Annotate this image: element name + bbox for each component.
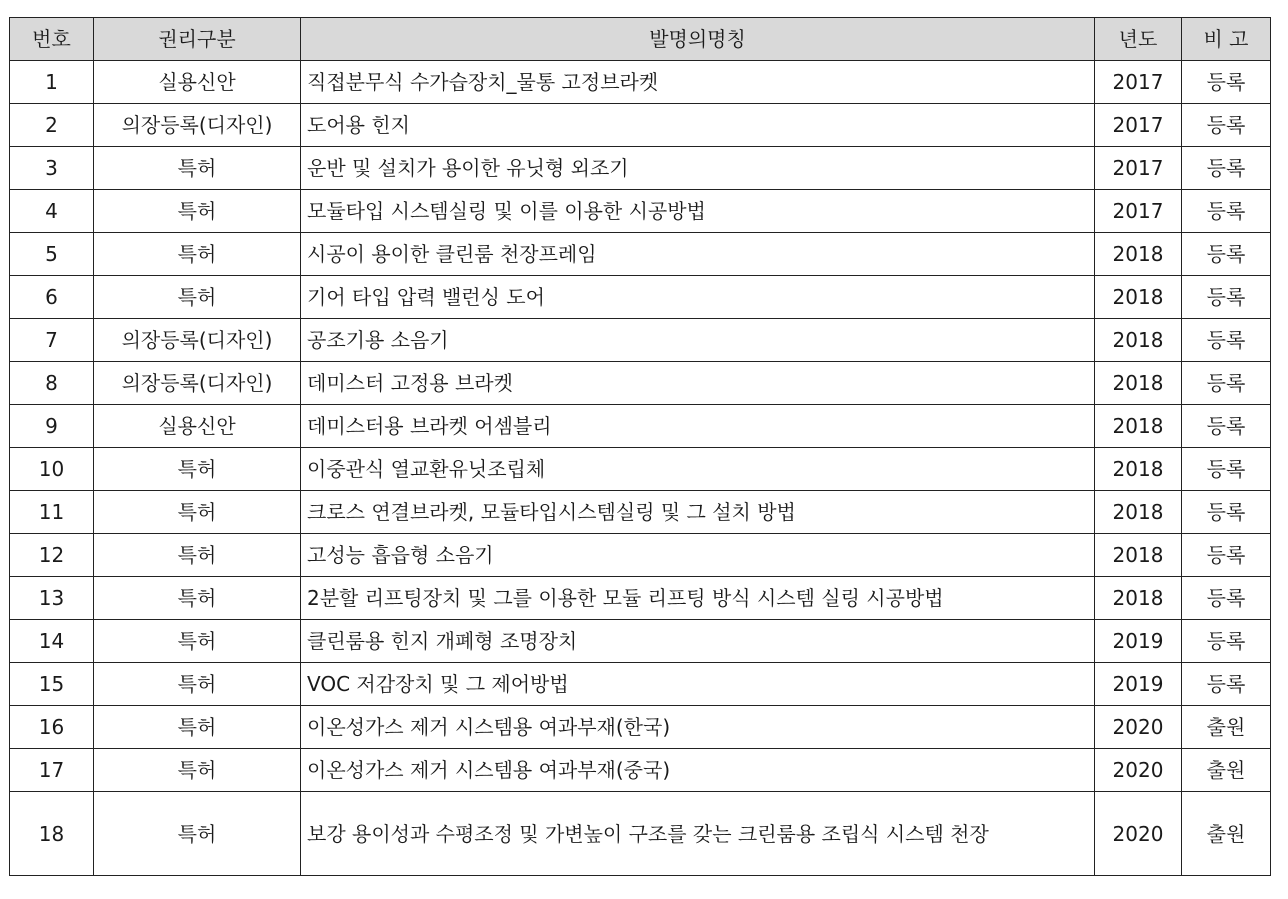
cell-year: 2018 xyxy=(1095,276,1182,319)
table-row xyxy=(10,577,1271,620)
cell-right-type: 의장등록(디자인) xyxy=(94,362,301,405)
cell-right-type: 특허 xyxy=(94,534,301,577)
cell-right-type: 의장등록(디자인) xyxy=(94,104,301,147)
table-row xyxy=(10,319,1271,362)
table-row xyxy=(10,491,1271,534)
cell-invention-name: VOC 저감장치 및 그 제어방법 xyxy=(301,663,1095,706)
table-body xyxy=(10,61,1271,876)
cell-note: 출원 xyxy=(1182,792,1271,876)
cell-year: 2018 xyxy=(1095,491,1182,534)
cell-note: 등록 xyxy=(1182,190,1271,233)
cell-note: 등록 xyxy=(1182,491,1271,534)
table-row xyxy=(10,749,1271,792)
cell-number: 18 xyxy=(10,792,94,876)
header-note: 비 고 xyxy=(1182,18,1271,61)
cell-number: 4 xyxy=(10,190,94,233)
cell-year: 2018 xyxy=(1095,577,1182,620)
table-header xyxy=(10,18,1271,61)
cell-invention-name: 모듈타입 시스템실링 및 이를 이용한 시공방법 xyxy=(301,190,1095,233)
cell-right-type: 의장등록(디자인) xyxy=(94,319,301,362)
cell-number: 9 xyxy=(10,405,94,448)
cell-year: 2017 xyxy=(1095,61,1182,104)
cell-note: 등록 xyxy=(1182,147,1271,190)
cell-year: 2018 xyxy=(1095,319,1182,362)
cell-right-type: 특허 xyxy=(94,749,301,792)
table-row xyxy=(10,233,1271,276)
header-number: 번호 xyxy=(10,18,94,61)
cell-year: 2020 xyxy=(1095,792,1182,876)
table-row xyxy=(10,663,1271,706)
cell-number: 13 xyxy=(10,577,94,620)
cell-number: 11 xyxy=(10,491,94,534)
cell-number: 17 xyxy=(10,749,94,792)
table-row xyxy=(10,405,1271,448)
cell-note: 등록 xyxy=(1182,577,1271,620)
table-row xyxy=(10,706,1271,749)
cell-note: 출원 xyxy=(1182,749,1271,792)
cell-number: 10 xyxy=(10,448,94,491)
cell-note: 등록 xyxy=(1182,319,1271,362)
cell-invention-name: 공조기용 소음기 xyxy=(301,319,1095,362)
header-invention-name: 발명의명칭 xyxy=(301,18,1095,61)
table-row xyxy=(10,61,1271,104)
header-row xyxy=(10,18,1271,61)
cell-number: 3 xyxy=(10,147,94,190)
cell-number: 16 xyxy=(10,706,94,749)
cell-number: 6 xyxy=(10,276,94,319)
header-right-type: 권리구분 xyxy=(94,18,301,61)
cell-note: 등록 xyxy=(1182,448,1271,491)
cell-year: 2020 xyxy=(1095,706,1182,749)
cell-year: 2018 xyxy=(1095,405,1182,448)
cell-note: 출원 xyxy=(1182,706,1271,749)
cell-number: 5 xyxy=(10,233,94,276)
cell-year: 2018 xyxy=(1095,448,1182,491)
cell-invention-name: 도어용 힌지 xyxy=(301,104,1095,147)
cell-invention-name: 운반 및 설치가 용이한 유닛형 외조기 xyxy=(301,147,1095,190)
cell-invention-name: 이중관식 열교환유닛조립체 xyxy=(301,448,1095,491)
table-row xyxy=(10,448,1271,491)
cell-year: 2017 xyxy=(1095,104,1182,147)
cell-right-type: 특허 xyxy=(94,190,301,233)
cell-number: 15 xyxy=(10,663,94,706)
cell-invention-name: 직접분무식 수가습장치_물통 고정브라켓 xyxy=(301,61,1095,104)
cell-year: 2017 xyxy=(1095,190,1182,233)
cell-note: 등록 xyxy=(1182,104,1271,147)
cell-right-type: 특허 xyxy=(94,663,301,706)
cell-year: 2018 xyxy=(1095,233,1182,276)
cell-right-type: 특허 xyxy=(94,276,301,319)
cell-note: 등록 xyxy=(1182,405,1271,448)
cell-invention-name: 고성능 흡읍형 소음기 xyxy=(301,534,1095,577)
cell-number: 12 xyxy=(10,534,94,577)
cell-right-type: 실용신안 xyxy=(94,405,301,448)
cell-invention-name: 기어 타입 압력 밸런싱 도어 xyxy=(301,276,1095,319)
cell-note: 등록 xyxy=(1182,276,1271,319)
cell-note: 등록 xyxy=(1182,61,1271,104)
table-row xyxy=(10,362,1271,405)
cell-invention-name: 이온성가스 제거 시스템용 여과부재(중국) xyxy=(301,749,1095,792)
cell-note: 등록 xyxy=(1182,362,1271,405)
cell-note: 등록 xyxy=(1182,233,1271,276)
cell-invention-name: 시공이 용이한 클린룸 천장프레임 xyxy=(301,233,1095,276)
cell-year: 2019 xyxy=(1095,663,1182,706)
cell-invention-name: 이온성가스 제거 시스템용 여과부재(한국) xyxy=(301,706,1095,749)
cell-year: 2020 xyxy=(1095,749,1182,792)
table-row xyxy=(10,276,1271,319)
cell-right-type: 특허 xyxy=(94,792,301,876)
cell-invention-name: 2분할 리프팅장치 및 그를 이용한 모듈 리프팅 방식 시스템 실링 시공방법 xyxy=(301,577,1095,620)
cell-invention-name: 데미스터 고정용 브라켓 xyxy=(301,362,1095,405)
cell-year: 2018 xyxy=(1095,362,1182,405)
cell-number: 2 xyxy=(10,104,94,147)
cell-invention-name: 클린룸용 힌지 개폐형 조명장치 xyxy=(301,620,1095,663)
cell-invention-name: 데미스터용 브라켓 어셈블리 xyxy=(301,405,1095,448)
cell-year: 2019 xyxy=(1095,620,1182,663)
cell-right-type: 특허 xyxy=(94,577,301,620)
cell-right-type: 특허 xyxy=(94,233,301,276)
patent-table xyxy=(9,17,1271,876)
table-row xyxy=(10,534,1271,577)
cell-right-type: 특허 xyxy=(94,706,301,749)
cell-right-type: 특허 xyxy=(94,620,301,663)
cell-invention-name: 크로스 연결브라켓, 모듈타입시스템실링 및 그 설치 방법 xyxy=(301,491,1095,534)
table-row xyxy=(10,792,1271,876)
table-row xyxy=(10,147,1271,190)
cell-number: 14 xyxy=(10,620,94,663)
cell-number: 7 xyxy=(10,319,94,362)
table-row xyxy=(10,104,1271,147)
cell-note: 등록 xyxy=(1182,663,1271,706)
cell-right-type: 특허 xyxy=(94,147,301,190)
cell-number: 1 xyxy=(10,61,94,104)
cell-note: 등록 xyxy=(1182,534,1271,577)
cell-note: 등록 xyxy=(1182,620,1271,663)
table-row xyxy=(10,620,1271,663)
cell-right-type: 특허 xyxy=(94,491,301,534)
cell-number: 8 xyxy=(10,362,94,405)
header-year: 년도 xyxy=(1095,18,1182,61)
table-row xyxy=(10,190,1271,233)
cell-right-type: 특허 xyxy=(94,448,301,491)
cell-year: 2017 xyxy=(1095,147,1182,190)
cell-year: 2018 xyxy=(1095,534,1182,577)
cell-right-type: 실용신안 xyxy=(94,61,301,104)
cell-invention-name: 보강 용이성과 수평조정 및 가변높이 구조를 갖는 크린룸용 조립식 시스템 천장 xyxy=(301,792,1095,876)
